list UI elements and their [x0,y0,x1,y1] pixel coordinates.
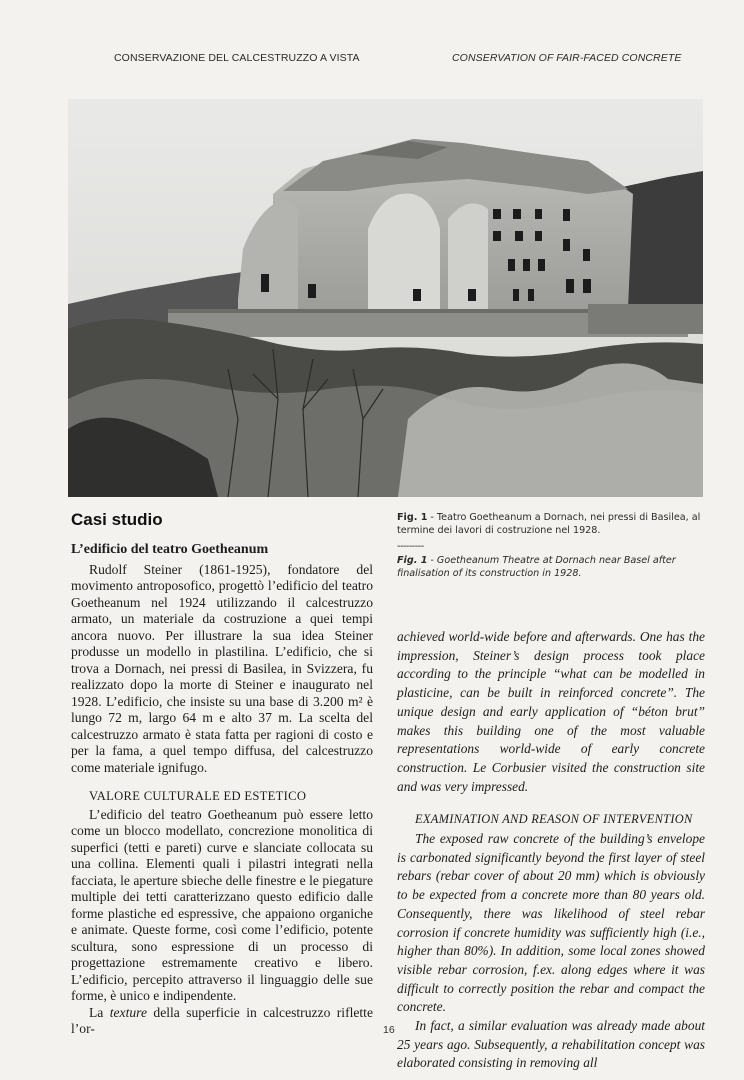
texture-text-end: della superficie in calcestruzzo riflette l’or- [71,1004,373,1036]
subheading-examination: EXAMINATION AND REASON OF INTERVENTION [415,812,693,827]
page-number: 16 [383,1024,395,1036]
goetheanum-photograph [68,99,703,497]
caption-text-italian: - Teatro Goetheanum a Dornach, nei pressi di Basilea, al termine dei lavori di costruzione nel 1928. [397,512,701,536]
paragraph-cultural-value: L’edificio del teatro Goetheanum può essere letto come un blocco modellato, concrezione monolitica di superfici (tetti e pareti) curve e slanciate collocata su una collina. Elementi quali i pilastri integrati nella facciata, le aperture sbieche delle finestre e le piegature multiple dei tetti caratterizzano questo edificio dalle forme plastiche ed espressive, che appaiono organiche e animate. Queste forme, così come l’edificio, potente scultura, sono espressione di un processo di progettazione estremamente creativo e libero. L’edificio, percepito attraverso il linguaggio delle sue forme, è unico e indipendente. [71,806,373,1003]
section-title: Casi studio [71,510,163,529]
caption-label-english: Fig. 1 [397,555,428,566]
subheading-cultural-value: VALORE CULTURALE ED ESTETICO [89,789,307,803]
paragraph-evaluation: In fact, a similar evaluation was already made about 25 years ago. Subsequently, a rehabilitation concept was elaborated consisting in removing all [397,1018,705,1071]
paragraph-intro: Rudolf Steiner (1861-1925), fondatore del movimento antroposofico, progettò l’edificio del teatro Goetheanum nel 1924 utilizzando il calcestruzzo armato, un materiale da costruzione a quei tempi ancora nuovo. Per illustrare la sua idea Steiner produsse un modello in plastilina. L’edificio, che si trova a Dornach, nei pressi di Basilea, in Svizzera, fu realizzato dopo la morte di Steiner e inaugurato nel 1928. L’edificio, che insiste su una base di 3.200 m² è lungo 72 m, largo 64 m e alto 37 m. La scelta del calcestruzzo armato è stata fatta per ragioni di costo e per la fama, a quel tempo diffusa, del calcestruzzo come materiale ignifugo. [71,561,373,775]
figure-caption [397,511,707,580]
right-text-column [397,628,705,1073]
caption-english [397,554,707,580]
running-header-english: CONSERVATION OF FAIR-FACED CONCRETE [452,52,682,64]
paragraph-examination: The exposed raw concrete of the building’s envelope is carbonated significantly beyond the first layer of steel rebars (rebar cover of about 20 mm) which is obviously to be expected from a concrete more than 80 years old. Consequently, there was likelihood of steel rebar corrosion if concrete humidity was sufficiently high (i.e., higher than 80%). In addition, some local zones showed visible rebar corrosion, f.ex. along edges where it was difficult to correctly position the rebar and compact the concrete. [397,831,705,1015]
texture-text-start: La [89,1004,110,1020]
left-text-column [71,542,373,1038]
texture-word: texture [109,1004,147,1020]
running-header-italian: CONSERVAZIONE DEL CALCESTRUZZO A VISTA [114,52,360,64]
paragraph-texture [71,1005,373,1038]
caption-italian [397,511,707,537]
paragraph-english-continuation: achieved world-wide before and afterwards. One has the impression, Steiner’s design process took place according to the principle “what can be modelled in plasticine, can be built in reinforced concrete”. The unique design and early application of “béton brut” makes this building one of the most valuable representations world-wide of early concrete construction. Le Corbusier visited the construction site and was very impressed. [397,629,705,794]
caption-text-english: - Goetheanum Theatre at Dornach near Basel after finalisation of its construction in 1928. [397,555,676,579]
caption-separator: --------- [397,541,424,552]
photo-illustration [68,99,703,497]
subheading-goetheanum: L’edificio del teatro Goetheanum [71,542,269,557]
caption-label-italian: Fig. 1 [397,512,428,523]
